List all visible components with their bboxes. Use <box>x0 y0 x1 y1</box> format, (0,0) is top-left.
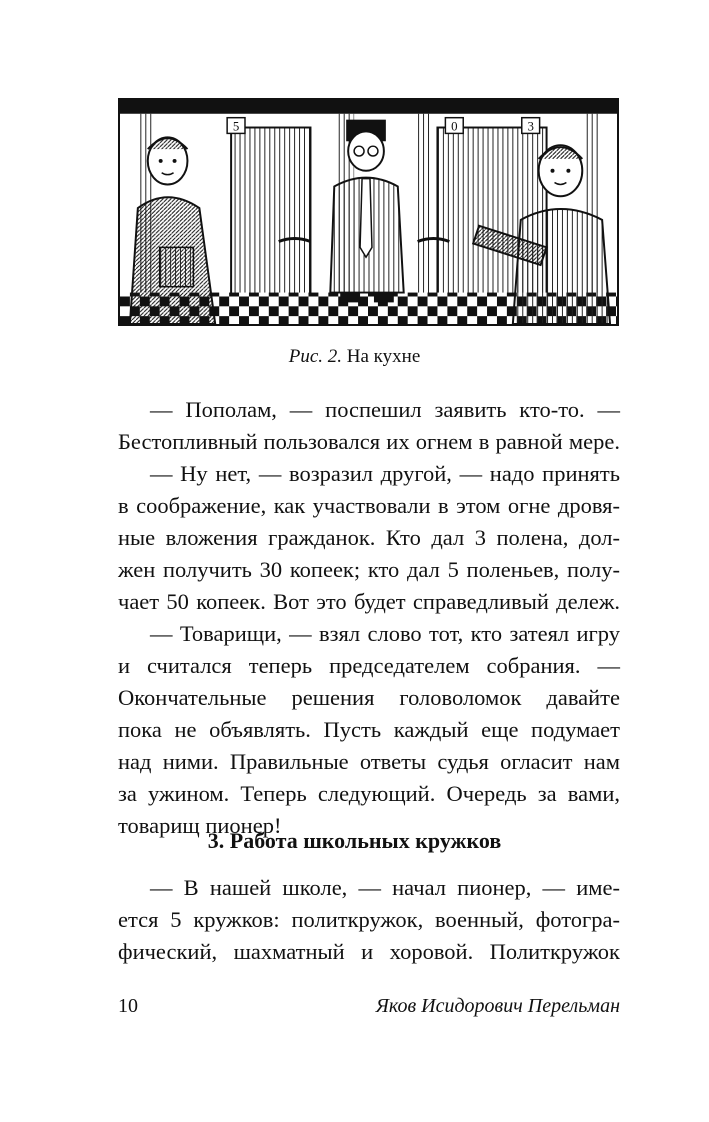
caption-text: На кухне <box>346 346 421 367</box>
text-line: в соображение, как участвовали в этом огне дровя- <box>118 493 620 518</box>
text-line: за ужином. Теперь следующий. Очередь за вами, <box>118 781 620 806</box>
door-number-middle: 0 <box>451 119 458 134</box>
text-line: ется 5 кружков: политкружок, военный, фотогра- <box>118 907 620 932</box>
text-line: товарищ пионер! <box>118 813 282 838</box>
section-heading: 3. Работа школьных кружков <box>207 828 502 853</box>
door-number-right: 3 <box>527 119 534 134</box>
text-line: фический, шахматный и хоровой. Политкружок <box>118 939 620 964</box>
body-text <box>118 394 620 842</box>
section-text <box>118 872 620 968</box>
text-line: — Товарищи, — взял слово тот, кто затеял игру <box>150 621 620 646</box>
text-line: жен получить 30 копеек; кто дал 5 поленьев, полу- <box>118 557 620 582</box>
text-line: — Ну нет, — возразил другой, — надо принять <box>150 461 620 486</box>
door-number-left: 5 <box>232 119 240 134</box>
kitchen-illustration <box>118 98 619 326</box>
text-line: чает 50 копеек. Вот это будет справедливый дележ. <box>118 589 620 614</box>
figure-caption <box>0 346 709 368</box>
caption-label: Рис. 2. <box>288 346 343 367</box>
text-line: и считался теперь председателем собрания. — <box>118 653 620 678</box>
text-line: — В нашей школе, — начал пионер, — име- <box>150 875 620 900</box>
illustration-drawing <box>120 100 617 324</box>
text-line: ные вложения гражданок. Кто дал 3 полена, дол- <box>118 525 620 550</box>
running-footer-author: Яков Исидорович Перельман <box>375 995 620 1017</box>
page-number: 10 <box>118 995 138 1017</box>
text-line: Окончательные решения головоломок давайте <box>118 685 620 710</box>
text-line: над ними. Правильные ответы судья огласит нам <box>118 749 620 774</box>
text-line: пока не объявлять. Пусть каждый еще подумает <box>118 717 620 742</box>
text-line: Бестопливный пользовался их огнем в равной мере. <box>118 429 620 454</box>
text-line: — Пополам, — поспешил заявить кто-то. — <box>150 397 620 422</box>
